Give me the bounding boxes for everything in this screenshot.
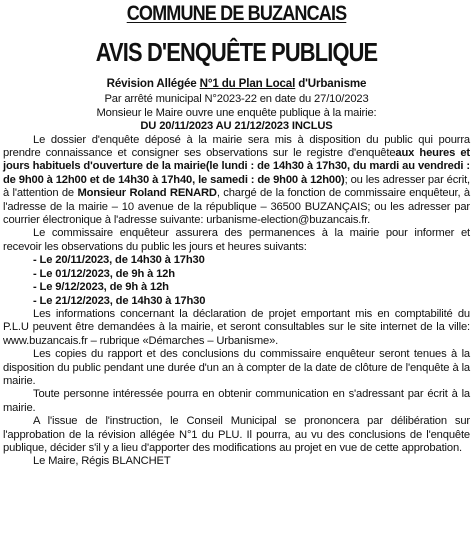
- commune-heading: COMMUNE DE BUZANCAIS: [126, 2, 347, 25]
- list-item: - Le 21/12/2023, de 14h30 à 17h30: [33, 294, 206, 307]
- notice-page: [0, 2, 473, 546]
- paragraph-communication: Toute personne intéressée pourra en obtenir communication en s'adressant par écrit à la mairie.: [3, 388, 470, 414]
- subtitle-underlined: N°1 du Plan Local: [199, 77, 296, 90]
- signature: Le Maire, Régis BLANCHET: [33, 455, 171, 468]
- paragraph-copies: Les copies du rapport et des conclusions du commissaire enquêteur seront tenues à la disposition du public pendant une durée d'un an à compter de la date de clôture de l'enquête à la mairie.: [3, 348, 470, 387]
- paragraph-permanences: Le commissaire enquêteur assurera des permanences à la mairie pour informer et recevoir les observations du public les jours et heures suivants:: [3, 227, 470, 253]
- p1-opening-hours: aux heures et jours habituels d'ouverture de la mairie(le lundi : de 14h30 à 17h30, du mardi au vendredi : de 9h00 à 12h00 et de 14h30 à 17h40, le samedi : de 9h00 à 12h00): [3, 147, 470, 186]
- notice-title: AVIS D'ENQUÊTE PUBLIQUE: [95, 37, 378, 67]
- notice-body: [3, 77, 470, 469]
- p1-text-2: ; ou les adresser par écrit, à l'attention de: [3, 173, 470, 200]
- p1-text-3: , chargé de la fonction de commissaire enquêteur, à l'adresse de la mairie – 10 avenue de la république – 36500 BUZANÇAIS; ou les adresser par courrier électronique à l'adresse suivante: urbanisme-election@buzancais.fr.: [3, 187, 471, 227]
- paragraph-instruction: A l'issue de l'instruction, le Conseil Municipal se prononcera par délibération sur l'approbation de la révision allégée N°1 du PLU. Il pourra, au vu des conclusions de l'enquête publique, décider s'il y a lieu d'apporter des modifications au projet en vue de cette approbation.: [3, 415, 470, 454]
- subtitle-suffix: d'Urbanisme: [295, 77, 367, 90]
- permanence-list: [3, 254, 470, 308]
- p1-text-1: Le dossier d'enquête déposé à la mairie sera mis à disposition du public qui pourra prendre connaissance et consigner ses observations sur le registre d'enquête: [3, 133, 470, 160]
- intro-line-2: Monsieur le Maire ouvre une enquête publique à la mairie:: [96, 106, 377, 119]
- list-item: - Le 01/12/2023, de 9h à 12h: [33, 267, 175, 280]
- p1-commissioner-name: Monsieur Roland RENARD: [77, 187, 217, 200]
- list-item: - Le 9/12/2023, de 9h à 12h: [33, 281, 169, 294]
- notice-subtitle: [3, 77, 470, 90]
- subtitle-prefix: Révision Allégée: [106, 77, 200, 90]
- paragraph-dossier: [3, 134, 470, 228]
- paragraph-information: Les informations concernant la déclaration de projet emportant mis en comptabilité du P.L.U peuvent être demandées à la mairie, et seront consultables sur le site internet de la ville: www.buzancais.fr – rubrique «Démarches – Urbanisme».: [3, 307, 470, 347]
- list-item: - Le 20/11/2023, de 14h30 à 17h30: [33, 254, 205, 267]
- intro-line-1: Par arrêté municipal N°2023-22 en date du 27/10/2023: [104, 93, 369, 106]
- enquiry-dates: DU 20/11/2023 AU 21/12/2023 INCLUS: [140, 120, 333, 133]
